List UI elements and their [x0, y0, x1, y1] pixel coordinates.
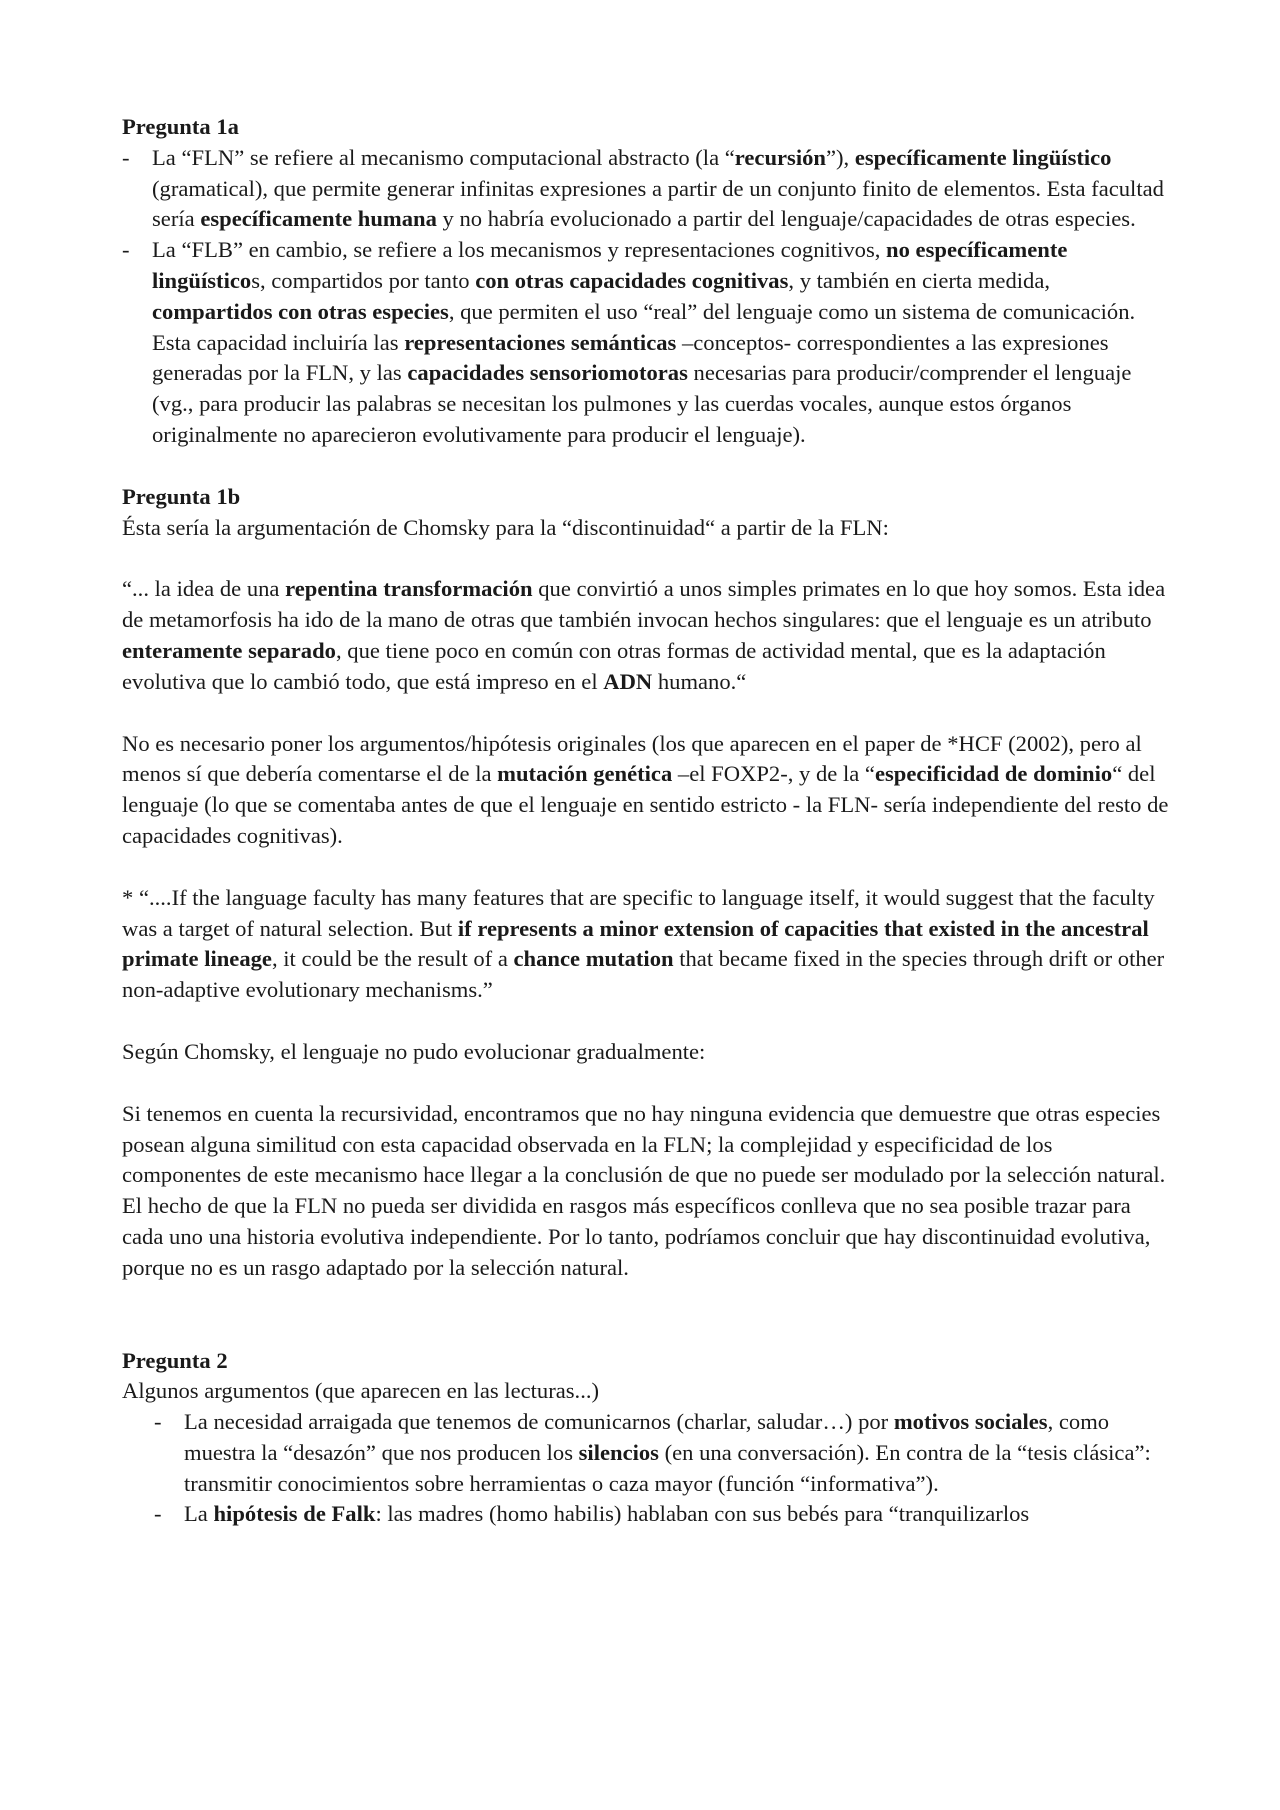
text-run: ”), [825, 144, 855, 170]
text-run: La [184, 1501, 214, 1527]
footnote-paragraph [122, 883, 1172, 1006]
note-paragraph [122, 729, 1172, 852]
quote-paragraph [122, 574, 1172, 697]
bold-text-run: ADN [603, 668, 653, 694]
flb-definition [122, 235, 1172, 451]
q2-intro [122, 1376, 1172, 1407]
text-run: * “....If the language faculty has many features that are specific to language itself, it would suggest that the faculty was a target of natural selection. But [122, 884, 1155, 941]
text-run: that became fixed in the species through drift or other non-adaptive evolutionary mechanisms.” [122, 946, 1165, 1003]
fln-definition [122, 143, 1172, 235]
chomsky-intro [122, 513, 1172, 544]
bold-text-run: especificidad de dominio [874, 761, 1113, 787]
fln-flb-list [122, 143, 1172, 451]
text-run: La “FLB” en cambio, se refiere a los mecanismos y representaciones cognitivos, [152, 237, 887, 263]
conclusion-paragraph [122, 1099, 1172, 1284]
argument-social [152, 1407, 1172, 1499]
bold-text-run: silencios [578, 1439, 659, 1465]
bold-text-run: enteramente separado [122, 637, 336, 663]
text-run: , que permiten el uso “real” del lenguaje como un sistema de comunicación. Esta capacidad incluiría las [152, 298, 1136, 355]
bold-text-run: específicamente lingüístico [854, 144, 1112, 170]
bold-text-run: capacidades sensoriomotoras [407, 360, 688, 386]
text-run: Ésta sería la argumentación de Chomsky para la “discontinuidad“ a partir de la FLN: [122, 514, 889, 540]
bold-text-run: con otras capacidades cognitivas [475, 267, 789, 293]
text-run: –el FOXP2-, y de la “ [672, 761, 875, 787]
bold-text-run: representaciones semánticas [404, 329, 677, 355]
text-run: Según Chomsky, el lenguaje no pudo evolucionar gradualmente: [122, 1038, 706, 1064]
bold-text-run: específicamente humana [200, 206, 437, 232]
text-run: “... la idea de una [122, 576, 286, 602]
text-run: , y también en cierta medida, [788, 267, 1050, 293]
text-run: , como muestra la “desazón” que nos producen los [184, 1409, 1110, 1465]
text-run: s, compartidos por tanto [251, 267, 476, 293]
document-page [122, 112, 1172, 1530]
bold-text-run: compartidos con otras especies [152, 298, 449, 324]
text-run: , it could be the result of a [271, 946, 514, 972]
text-run: , que tiene poco en común con otras formas de actividad mental, que es la adaptación evolutiva que lo cambió todo, que está impreso en el [122, 637, 1106, 694]
bold-text-run: if represents a minor extension of capacities that existed in the ancestral primate lineage [122, 915, 1149, 972]
bold-text-run: mutación genética [497, 761, 673, 787]
text-run: Algunos argumentos (que aparecen en las lecturas...) [122, 1378, 600, 1404]
bold-text-run: no específicamente lingüístico [152, 237, 1068, 293]
text-run: : las madres (homo habilis) hablaban con sus bebés para “tranquilizarlos [375, 1501, 1030, 1527]
heading-pregunta-2: Pregunta 2 [122, 1347, 228, 1373]
heading-pregunta-1b: Pregunta 1b [122, 483, 241, 509]
text-run: No es necesario poner los argumentos/hipótesis originales (los que aparecen en el paper de *HCF (2002), pero al menos sí que debería comentarse el de la [122, 730, 1142, 787]
text-run: que convirtió a unos simples primates en lo que hoy somos. Esta idea de metamorfosis ha ido de la mano de otras que también invocan hechos singulares: que el lenguaje es un atributo [122, 576, 1166, 633]
argument-falk [152, 1499, 1172, 1530]
text-run: y no habría evolucionado a partir del lenguaje/capacidades de otras especies. [436, 206, 1136, 232]
bold-text-run: motivos sociales [893, 1409, 1048, 1435]
text-run: Si tenemos en cuenta la recursividad, encontramos que no hay ninguna evidencia que demuestre que otras especies posean alguna similitud con esta capacidad observada en la FLN; la complejidad y especificidad de los componentes de este mecanismo hace llegar a la conclusión de que no puede ser modulado por la selección natural. El hecho de que la FLN no pueda ser dividida en rasgos más específicos conlleva que no sea posible trazar para cada uno una historia evolutiva independiente. Por lo tanto, podríamos concluir que hay discontinuidad evolutiva, porque no es un rasgo adaptado por la selección natural. [122, 1100, 1166, 1280]
text-run: “ del lenguaje (lo que se comentaba antes de que el lenguaje en sentido estricto - la FLN- sería independiente del resto de capacidades cognitivas). [122, 761, 1169, 848]
text-run: necesarias para producir/comprender el lenguaje (vg., para producir las palabras se necesitan los pulmones y las cuerdas vocales, aunque estos órganos originalmente no aparecieron evolutivamente para producir el lenguaje). [152, 360, 1132, 447]
bold-text-run: hipótesis de Falk [213, 1501, 376, 1527]
text-run: (gramatical), que permite generar infinitas expresiones a partir de un conjunto finito de elementos. Esta facultad sería [152, 175, 1164, 232]
text-run: La “FLN” se refiere al mecanismo computacional abstracto (la “ [152, 144, 735, 170]
bold-text-run: recursión [734, 144, 826, 170]
text-run: (en una conversación). En contra de la “tesis clásica”: transmitir conocimientos sobre herramientas o caza mayor (función “informativa”). [184, 1439, 1151, 1496]
text-run: –conceptos- correspondientes a las expresiones generadas por la FLN, y las [152, 329, 1109, 386]
bold-text-run: chance mutation [513, 946, 674, 972]
heading-pregunta-1a: Pregunta 1a [122, 114, 239, 139]
arguments-list [122, 1407, 1172, 1530]
chomsky-paragraph [122, 1037, 1172, 1068]
bold-text-run: repentina transformación [285, 576, 533, 602]
text-run: humano.“ [652, 668, 747, 694]
text-run: La necesidad arraigada que tenemos de comunicarnos (charlar, saludar…) por [184, 1409, 894, 1435]
